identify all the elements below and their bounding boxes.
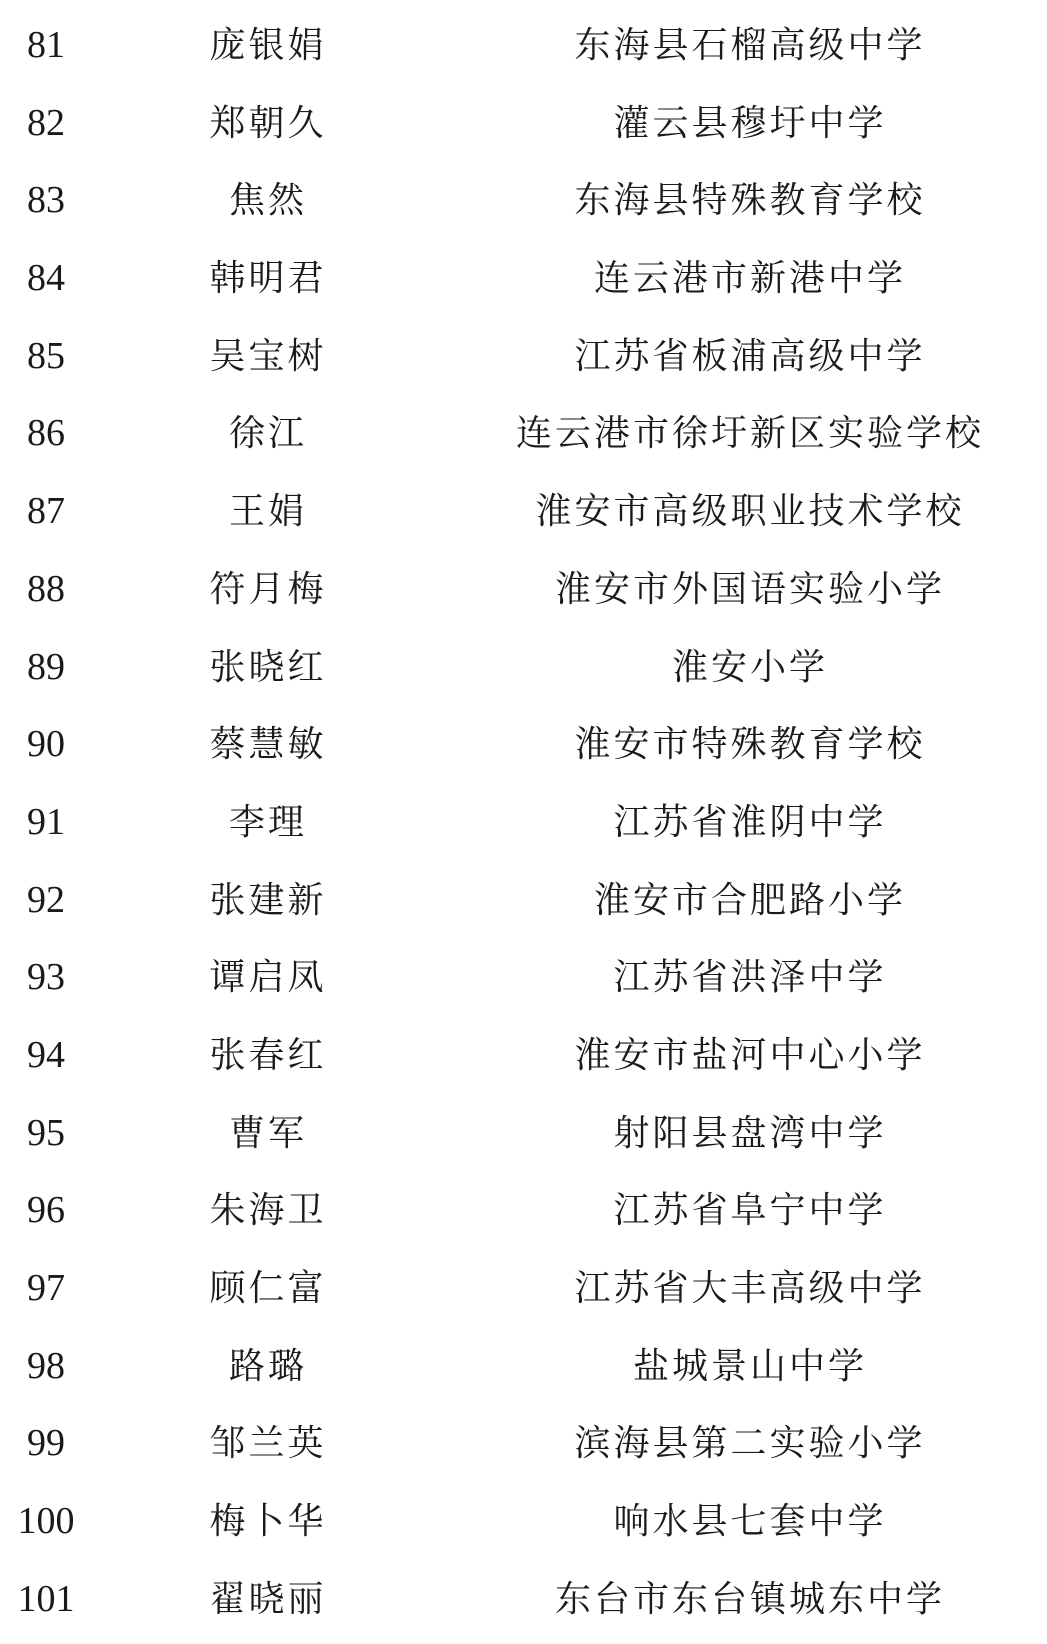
row-number: 91 [27,800,65,843]
person-name: 符月梅 [209,568,327,610]
person-name: 韩明君 [209,258,327,300]
school-name: 淮安小学 [671,646,828,688]
school-name: 江苏省大丰高级中学 [574,1268,926,1309]
school-name: 灌云县穆圩中学 [613,102,887,144]
school-name: 滨海县第二实验小学 [574,1423,926,1465]
row-number: 90 [27,723,65,766]
school-name: 江苏省板浦高级中学 [574,335,926,377]
row-number: 97 [27,1267,65,1309]
list-row [0,784,1047,862]
person-name: 吴宝树 [209,335,327,377]
row-number: 86 [27,412,65,455]
school-name: 盐城景山中学 [632,1345,867,1387]
person-name: 谭启凤 [209,957,327,999]
person-name: 张晓红 [209,646,327,688]
row-number: 85 [27,334,65,377]
list-row [0,1250,1047,1328]
school-name: 淮安市特殊教育学校 [574,724,926,766]
person-name: 顾仁富 [209,1268,327,1309]
list-row [0,473,1047,551]
school-name: 江苏省洪泽中学 [613,957,887,999]
school-name: 射阳县盘湾中学 [613,1112,887,1154]
school-name: 淮安市盐河中心小学 [574,1034,926,1076]
row-number: 98 [27,1344,65,1387]
list-row [0,939,1047,1017]
school-name: 淮安市外国语实验小学 [554,568,945,610]
person-name: 曹军 [228,1112,307,1154]
row-number: 84 [27,257,65,300]
person-name: 张建新 [209,879,327,921]
school-name: 连云港市新港中学 [593,258,906,300]
school-name: 东海县石榴高级中学 [574,25,926,66]
list-row [0,1172,1047,1250]
person-name: 邹兰英 [209,1423,327,1465]
row-number: 88 [27,567,65,610]
school-name: 连云港市徐圩新区实验学校 [515,413,984,455]
list-row [0,551,1047,629]
row-number: 87 [27,490,65,533]
row-number: 94 [27,1033,65,1076]
person-name: 王娟 [228,491,307,533]
person-name: 郑朝久 [209,102,327,144]
list-row [0,7,1047,85]
school-name: 东台市东台镇城东中学 [554,1578,945,1620]
list-row [0,240,1047,318]
row-number: 83 [27,179,65,222]
school-name: 淮安市高级职业技术学校 [535,491,965,533]
person-name: 朱海卫 [209,1190,327,1232]
list-row [0,706,1047,784]
row-number: 81 [27,24,65,66]
school-name: 响水县七套中学 [613,1501,887,1543]
person-name: 翟晓丽 [209,1578,327,1620]
row-number: 95 [27,1111,65,1154]
row-number: 96 [27,1189,65,1232]
row-number: 89 [27,645,65,688]
row-number: 92 [27,878,65,921]
list-row [0,1483,1047,1561]
list-row [0,862,1047,940]
school-name: 江苏省淮阴中学 [613,801,887,843]
person-name: 徐江 [228,413,307,455]
list-row [0,1017,1047,1095]
row-number: 93 [27,956,65,999]
row-number: 99 [27,1422,65,1465]
school-name: 东海县特殊教育学校 [574,180,926,222]
list-row [0,395,1047,473]
school-name: 江苏省阜宁中学 [613,1190,887,1232]
list-row [0,629,1047,707]
person-name: 李理 [228,801,307,843]
person-name: 张春红 [209,1034,327,1076]
person-name: 蔡慧敏 [209,724,327,766]
person-name: 路璐 [228,1345,307,1387]
row-number: 101 [17,1577,75,1620]
list-row [0,1561,1047,1639]
school-name: 淮安市合肥路小学 [593,879,906,921]
person-name: 焦然 [228,180,307,222]
row-number: 82 [27,101,65,144]
name-list [0,7,1047,1638]
list-row [0,85,1047,163]
list-row [0,162,1047,240]
person-name: 梅卜华 [209,1501,327,1543]
person-name: 庞银娟 [209,25,327,66]
list-row [0,318,1047,396]
list-row [0,1405,1047,1483]
list-row [0,1095,1047,1173]
row-number: 100 [17,1500,75,1543]
list-row [0,1328,1047,1406]
